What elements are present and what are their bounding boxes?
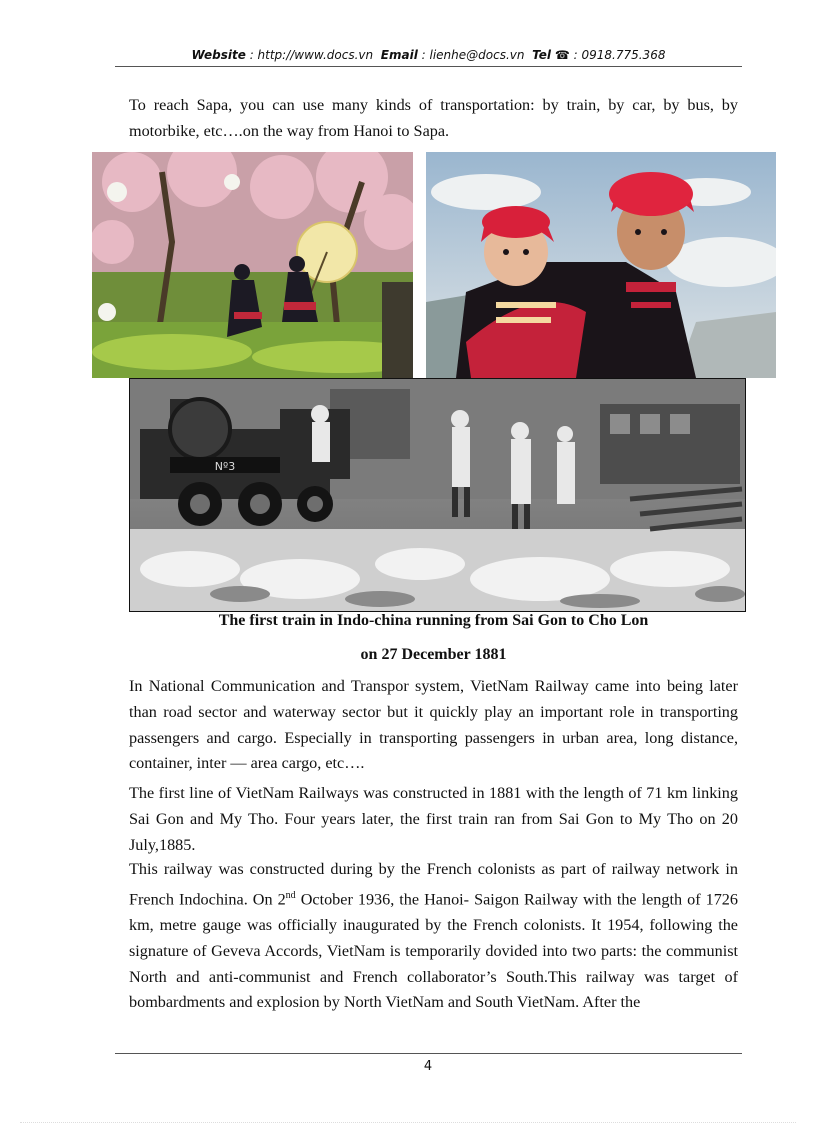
ordinal-suffix: nd — [285, 889, 296, 901]
tel-value: : 0918.775.368 — [573, 48, 666, 62]
website-url[interactable]: : http://www.docs.vn — [249, 48, 374, 62]
phone-icon: ☎ — [554, 48, 570, 62]
website-label: Website — [191, 48, 246, 62]
header-divider — [115, 66, 742, 67]
figure-caption-line2: on 27 December 1881 — [360, 646, 507, 663]
paragraph-text-part1: This railway was constructed during by the French colonists as part of railway network in French Indochina. On 2 — [129, 860, 738, 909]
intro-paragraph: To reach Sapa, you can use many kinds of transportation: by train, by car, by bus, by motorbike, etc….on the way from Hanoi to Sapa. — [129, 96, 738, 140]
locomotive-plate: Nº3 — [214, 460, 236, 473]
red-dao-children-photo — [426, 152, 776, 378]
paragraph-text-part2: October 1936, the Hanoi- Saigon Railway with the length of 1726 km, metre gauge was officially inaugurated by the French colonists. It 1954, following the signature of Geveva Accords, VietNam is temporarily dovided into two parts: the communist North and anti-communist and French collaborator’s South.This railway was target of bombardments and explosion by North VietNam and South VietNam. After the — [129, 890, 738, 1012]
email-label: Email — [380, 48, 418, 62]
sapa-girls-photo — [92, 152, 413, 378]
paragraph-french-colonial — [129, 857, 738, 1016]
tel-label: Tel — [532, 48, 552, 62]
page-number: 4 — [423, 1059, 433, 1074]
footer-divider — [115, 1053, 742, 1054]
figure-caption-line1: The first train in Indo-china running from Sai Gon to Cho Lon — [218, 612, 649, 629]
page-header — [115, 48, 742, 62]
paragraph-first-line: The first line of VietNam Railways was constructed in 1881 with the length of 71 km linking Sai Gon and My Tho. Four years later, the first train ran from Sai Gon to My Tho on 20 July,1885. — [129, 784, 738, 854]
train-photo — [129, 378, 746, 612]
email-value[interactable]: : lienhe@docs.vn — [421, 48, 525, 62]
paragraph-railway-role: In National Communication and Transpor system, VietNam Railway came into being later than road sector and waterway sector but it quickly play an important role in transporting passengers and cargo. Especially in transporting passengers in urban area, long distance, container, inter — area cargo, etc…. — [129, 677, 738, 773]
